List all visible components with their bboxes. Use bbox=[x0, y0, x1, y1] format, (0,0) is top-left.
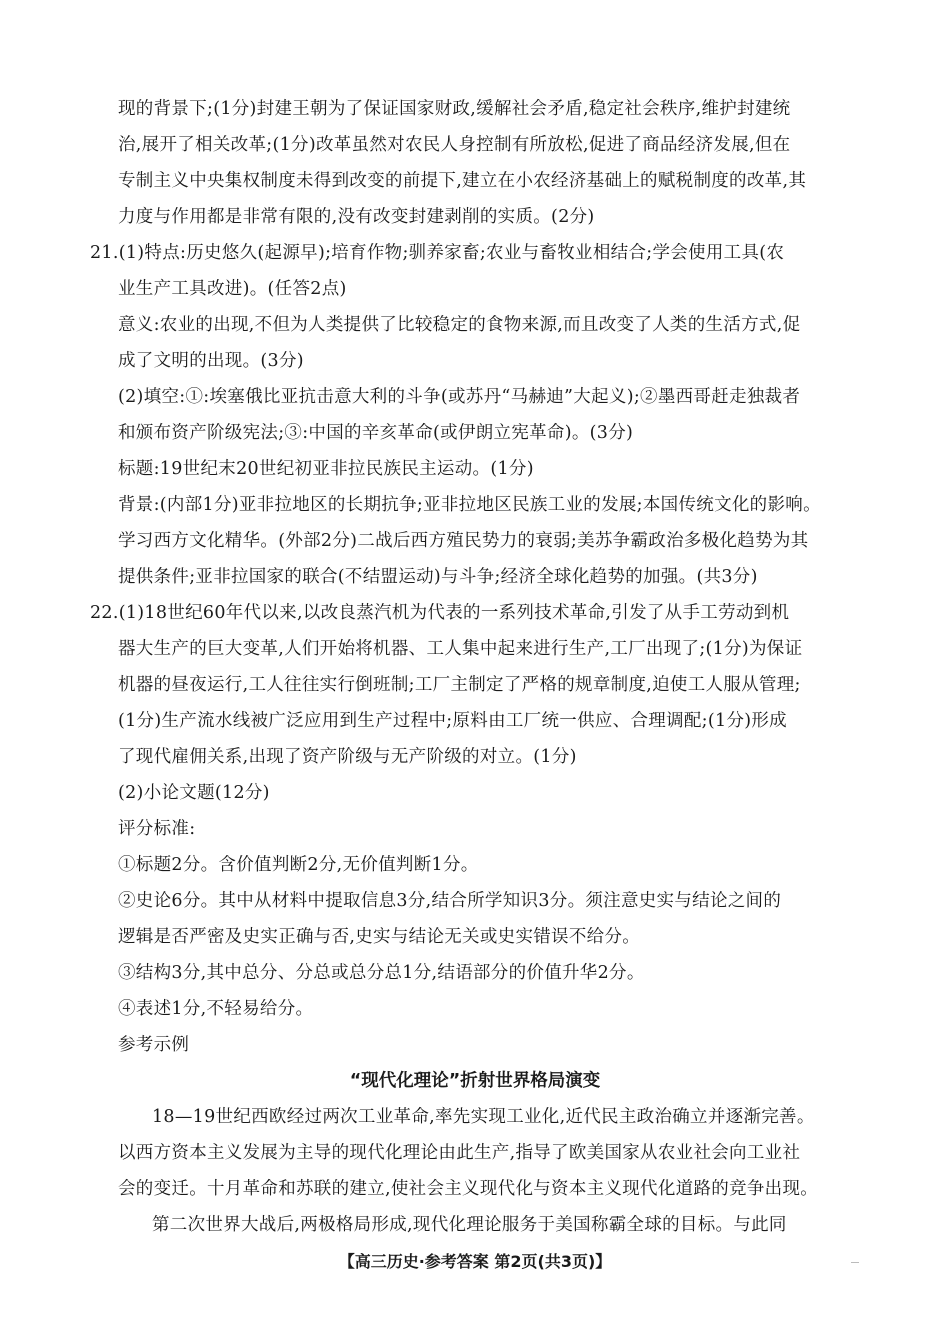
text-line: (1分)生产流水线被广泛应用到生产过程中;原料由工厂统一供应、合理调配;(1分)形成 bbox=[118, 711, 787, 731]
text-line: 机器的昼夜运行,工人往往实行倒班制;工厂主制定了严格的规章制度,迫使工人服从管理; bbox=[118, 675, 801, 695]
text-line: 和颁布资产阶级宪法;③:中国的辛亥革命(或伊朗立宪革命)。(3分) bbox=[118, 423, 634, 443]
text-line: ③结构3分,其中总分、分总或总分总1分,结语部分的价值升华2分。 bbox=[118, 963, 645, 983]
text-line: 专制主义中央集权制度未得到改变的前提下,建立在小农经济基础上的赋税制度的改革,其 bbox=[118, 171, 807, 191]
text-line: 力度与作用都是非常有限的,没有改变封建剥削的实质。(2分) bbox=[118, 207, 595, 227]
text-line: 标题:19世纪末20世纪初亚非拉民族民主运动。(1分) bbox=[118, 459, 534, 479]
text-line: 参考示例 bbox=[118, 1035, 190, 1055]
text-line: ①标题2分。含价值判断2分,无价值判断1分。 bbox=[118, 855, 479, 875]
text-line: 提供条件;亚非拉国家的联合(不结盟运动)与斗争;经济全球化趋势的加强。(共3分) bbox=[118, 567, 758, 587]
text-line: 现的背景下;(1分)封建王朝为了保证国家财政,缓解社会矛盾,稳定社会秩序,维护封建统 bbox=[118, 99, 791, 119]
question-22-line: 22.(1)18世纪60年代以来,以改良蒸汽机为代表的一系列技术革命,引发了从手工劳动到机 bbox=[90, 603, 790, 623]
text-line: 业生产工具改进)。(任答2点) bbox=[118, 279, 347, 299]
corner-mark bbox=[851, 1262, 859, 1263]
essay-paragraph-line: 18—19世纪西欧经过两次工业革命,率先实现工业化,近代民主政治确立并逐渐完善。 bbox=[152, 1107, 815, 1127]
essay-paragraph-line: 以西方资本主义发展为主导的现代化理论由此生产,指导了欧美国家从农业社会向工业社 bbox=[118, 1143, 801, 1163]
text-line: (2)小论文题(12分) bbox=[118, 783, 270, 803]
essay-paragraph-line: 第二次世界大战后,两极格局形成,现代化理论服务于美国称霸全球的目标。与此同 bbox=[152, 1215, 787, 1235]
text-line: 了现代雇佣关系,出现了资产阶级与无产阶级的对立。(1分) bbox=[118, 747, 577, 767]
text-line: ④表述1分,不轻易给分。 bbox=[118, 999, 314, 1019]
text-line: ②史论6分。其中从材料中提取信息3分,结合所学知识3分。须注意史实与结论之间的 bbox=[118, 891, 782, 911]
text-line: (2)填空:①:埃塞俄比亚抗击意大利的斗争(或苏丹“马赫迪”大起义);②墨西哥赶走独裁者 bbox=[118, 387, 801, 407]
question-21-line: 21.(1)特点:历史悠久(起源早);培育作物;驯养家畜;农业与畜牧业相结合;学会使用工具(农 bbox=[90, 243, 785, 263]
text-line: 意义:农业的出现,不但为人类提供了比较稳定的食物来源,而且改变了人类的生活方式,促 bbox=[118, 315, 801, 335]
essay-title: “现代化理论”折射世界格局演变 bbox=[349, 1071, 601, 1091]
text-line: 学习西方文化精华。(外部2分)二战后西方殖民势力的衰弱;美苏争霸政治多极化趋势为其 bbox=[118, 531, 809, 551]
text-line: 成了文明的出现。(3分) bbox=[118, 351, 304, 371]
essay-paragraph-line: 会的变迁。十月革命和苏联的建立,使社会主义现代化与资本主义现代化道路的竞争出现。 bbox=[118, 1179, 819, 1199]
text-line: 器大生产的巨大变革,人们开始将机器、工人集中起来进行生产,工厂出现了;(1分)为保证 bbox=[118, 639, 803, 659]
text-line: 评分标准: bbox=[118, 819, 196, 839]
text-line: 背景:(内部1分)亚非拉地区的长期抗争;亚非拉地区民族工业的发展;本国传统文化的影响。 bbox=[118, 495, 821, 515]
page-footer: 【高三历史·参考答案 第2页(共3页)】 bbox=[338, 1252, 612, 1271]
text-line: 治,展开了相关改革;(1分)改革虽然对农民人身控制有所放松,促进了商品经济发展,但在 bbox=[118, 135, 791, 155]
text-line: 逻辑是否严密及史实正确与否,史实与结论无关或史实错误不给分。 bbox=[118, 927, 641, 947]
